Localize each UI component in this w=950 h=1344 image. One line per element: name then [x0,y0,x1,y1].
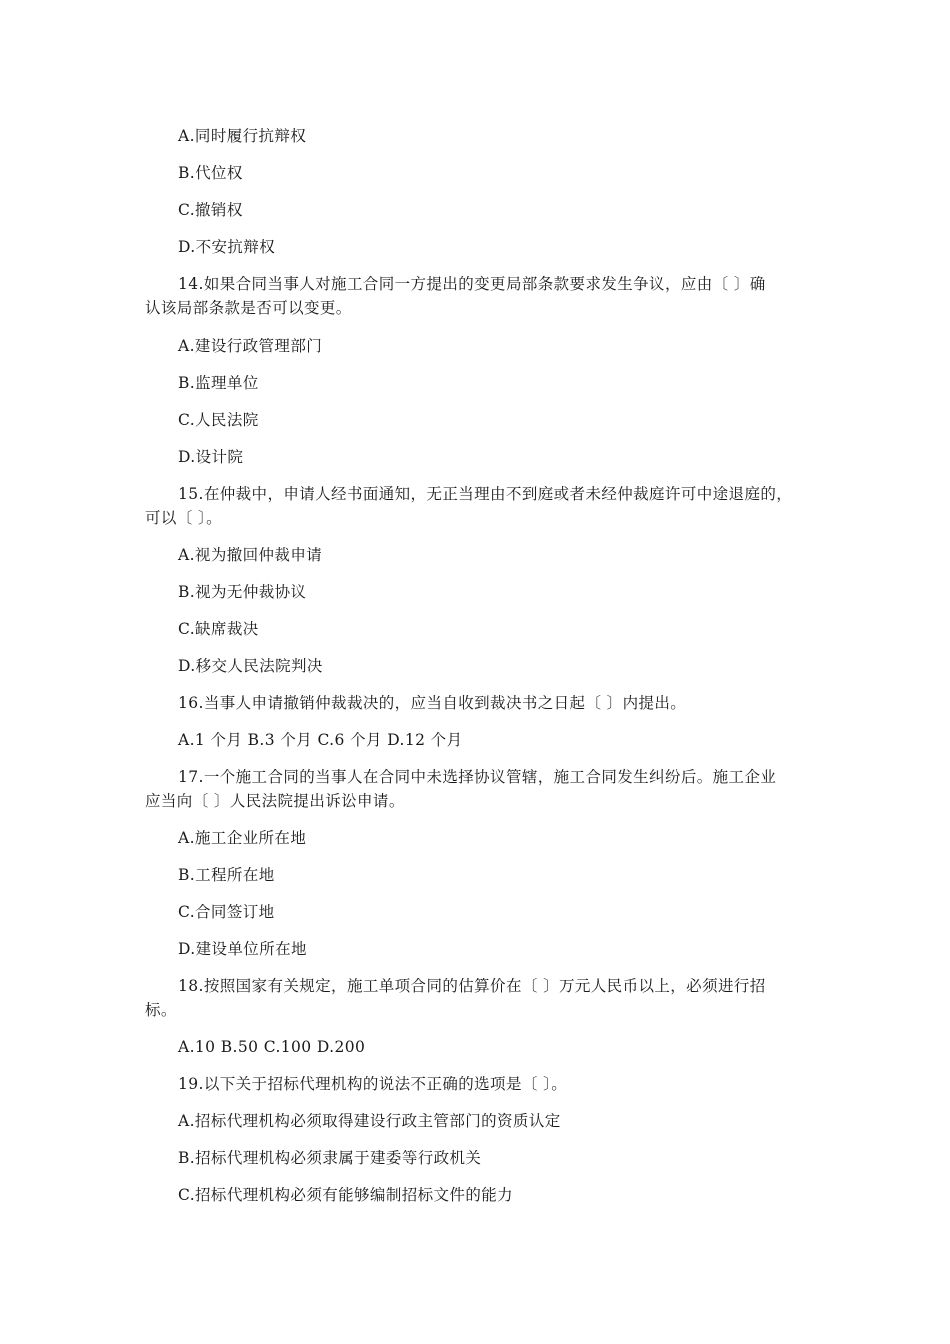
q13-option-d: D.不安抗辩权 [178,238,276,256]
q15-stem-line1: 15.在仲裁中，申请人经书面通知，无正当理由不到庭或者未经仲裁庭许可中途退庭的， [178,485,793,503]
q14-option-d: D.设计院 [178,448,244,466]
q18-stem-line2: 标。 [145,1001,177,1019]
q13-option-b: B.代位权 [178,164,243,182]
q19-option-a: A.招标代理机构必须取得建设行政主管部门的资质认定 [178,1112,561,1130]
q15-option-c: C.缺席裁决 [178,620,259,638]
q15-option-a: A.视为撤回仲裁申请 [178,546,323,564]
q14-stem-line2: 认该局部条款是否可以变更。 [145,299,352,317]
q14-option-c: C.人民法院 [178,411,259,429]
q14-option-b: B.监理单位 [178,374,259,392]
q17-stem-line2: 应当向〔 〕人民法院提出诉讼申请。 [145,792,405,810]
q16-stem-line1: 16.当事人申请撤销仲裁裁决的，应当自收到裁决书之日起〔 〕内提出。 [178,694,687,712]
q17-option-b: B.工程所在地 [178,866,275,884]
q19-option-c: C.招标代理机构必须有能够编制招标文件的能力 [178,1186,514,1204]
q15-stem-line2: 可以〔 〕。 [145,509,223,527]
q15-option-b: B.视为无仲裁协议 [178,583,307,601]
q18-options: A.10 B.50 C.100 D.200 [178,1038,366,1056]
q14-stem-line1: 14.如果合同当事人对施工合同一方提出的变更局部条款要求发生争议，应由〔 〕确 [178,275,766,293]
q17-option-c: C.合同签订地 [178,903,275,921]
q13-option-c: C.撤销权 [178,201,243,219]
q16-options: A.1 个月 B.3 个月 C.6 个月 D.12 个月 [178,731,463,749]
q14-option-a: A.建设行政管理部门 [178,337,323,355]
q17-option-d: D.建设单位所在地 [178,940,307,958]
q19-stem-line1: 19.以下关于招标代理机构的说法不正确的选项是〔 〕。 [178,1075,568,1093]
q13-option-a: A.同时履行抗辩权 [178,127,307,145]
q17-stem-line1: 17.一个施工合同的当事人在合同中未选择协议管辖，施工合同发生纠纷后。施工企业 [178,768,777,786]
q17-option-a: A.施工企业所在地 [178,829,307,847]
q15-option-d: D.移交人民法院判决 [178,657,323,675]
q19-option-b: B.招标代理机构必须隶属于建委等行政机关 [178,1149,482,1167]
q18-stem-line1: 18.按照国家有关规定，施工单项合同的估算价在〔 〕万元人民币以上，必须进行招 [178,977,766,995]
